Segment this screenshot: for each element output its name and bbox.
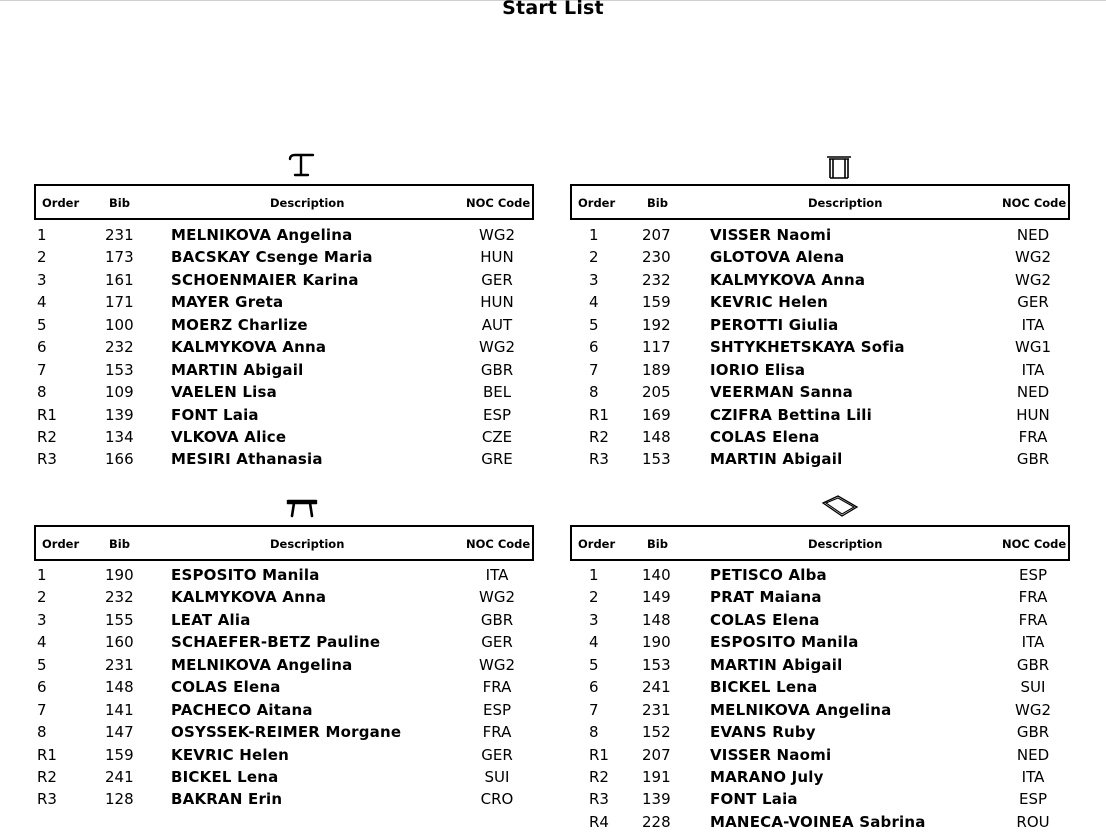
bib-cell: 241 bbox=[105, 767, 134, 786]
athlete-name-cell: SHTYKHETSKAYA Sofia bbox=[710, 338, 905, 357]
table-row bbox=[34, 292, 534, 314]
order-cell: 6 bbox=[37, 338, 47, 357]
table-row bbox=[34, 565, 534, 587]
table-row bbox=[34, 789, 534, 811]
bib-cell: 148 bbox=[642, 427, 671, 446]
page-title: Start List bbox=[502, 0, 604, 19]
noc-code-cell: HUN bbox=[480, 248, 514, 267]
bib-cell: 191 bbox=[642, 767, 671, 786]
order-cell: 3 bbox=[37, 610, 47, 629]
bib-cell: 152 bbox=[642, 723, 671, 742]
athlete-name-cell: MAYER Greta bbox=[171, 293, 284, 312]
table-row bbox=[34, 767, 534, 789]
order-cell: 3 bbox=[589, 610, 599, 629]
table-header bbox=[570, 184, 1070, 220]
noc-code-cell: ITA bbox=[485, 566, 509, 584]
column-header-description: Description bbox=[808, 196, 883, 210]
bib-cell: 147 bbox=[105, 723, 134, 742]
uneven-bars-frame-icon bbox=[824, 150, 854, 180]
order-cell: R3 bbox=[37, 790, 57, 809]
athlete-name-cell: OSYSSEK-REIMER Morgane bbox=[171, 723, 402, 742]
bib-cell: 140 bbox=[642, 566, 671, 584]
athlete-name-cell: KEVRIC Helen bbox=[171, 745, 289, 764]
bib-cell: 149 bbox=[642, 588, 671, 607]
table-row bbox=[570, 745, 1070, 767]
order-cell: 1 bbox=[589, 566, 599, 584]
order-cell: 4 bbox=[589, 293, 599, 312]
table-body bbox=[570, 565, 1070, 834]
table-row bbox=[570, 427, 1070, 449]
bib-cell: 207 bbox=[642, 745, 671, 764]
noc-code-cell: SUI bbox=[484, 767, 510, 786]
table-row bbox=[34, 270, 534, 292]
order-cell: 3 bbox=[37, 270, 47, 289]
order-cell: 2 bbox=[589, 248, 599, 267]
table-body bbox=[34, 565, 534, 812]
athlete-name-cell: COLAS Elena bbox=[710, 610, 820, 629]
noc-code-cell: FRA bbox=[1018, 427, 1048, 446]
noc-code-cell: GBR bbox=[480, 610, 514, 629]
athlete-name-cell: PACHECO Aitana bbox=[171, 700, 313, 719]
bib-cell: 128 bbox=[105, 790, 134, 809]
noc-code-cell: NED bbox=[1016, 383, 1050, 402]
balance-beam-icon bbox=[286, 490, 318, 520]
column-header-order: Order bbox=[578, 537, 616, 551]
table-row bbox=[34, 247, 534, 269]
table-row bbox=[34, 382, 534, 404]
athlete-name-cell: VEERMAN Sanna bbox=[710, 383, 853, 402]
bib-cell: 231 bbox=[105, 655, 134, 674]
table-header bbox=[570, 525, 1070, 561]
column-header-bib: Bib bbox=[109, 537, 130, 551]
table-header bbox=[34, 525, 534, 561]
table-body bbox=[570, 225, 1070, 472]
athlete-name-cell: FONT Laia bbox=[171, 405, 259, 424]
table-row bbox=[570, 655, 1070, 677]
noc-code-cell: ITA bbox=[1021, 633, 1045, 652]
athlete-name-cell: FONT Laia bbox=[710, 790, 798, 809]
order-cell: 6 bbox=[589, 338, 599, 357]
athlete-name-cell: ESPOSITO Manila bbox=[710, 633, 859, 652]
column-header-description: Description bbox=[270, 537, 345, 551]
athlete-name-cell: BICKEL Lena bbox=[710, 678, 818, 697]
bib-cell: 173 bbox=[105, 248, 134, 267]
bib-cell: 153 bbox=[642, 450, 671, 469]
bib-cell: 117 bbox=[642, 338, 671, 357]
table-row bbox=[570, 247, 1070, 269]
order-cell: 2 bbox=[37, 588, 47, 607]
order-cell: 6 bbox=[37, 678, 47, 697]
noc-code-cell: ROU bbox=[1016, 812, 1050, 831]
order-cell: 8 bbox=[37, 723, 47, 742]
column-header-noc-code: NOC Code bbox=[466, 196, 531, 210]
athlete-name-cell: MELNIKOVA Angelina bbox=[710, 700, 892, 719]
noc-code-cell: GER bbox=[481, 745, 513, 764]
table-row bbox=[34, 427, 534, 449]
table-body bbox=[34, 225, 534, 472]
order-cell: R2 bbox=[589, 427, 609, 446]
athlete-name-cell: BICKEL Lena bbox=[171, 767, 279, 786]
athlete-name-cell: MELNIKOVA Angelina bbox=[171, 226, 353, 244]
table-row bbox=[34, 449, 534, 471]
athlete-name-cell: KALMYKOVA Anna bbox=[710, 270, 866, 289]
table-row bbox=[34, 632, 534, 654]
floor-exercise-icon bbox=[821, 490, 859, 520]
bib-cell: 153 bbox=[105, 360, 134, 379]
athlete-name-cell: EVANS Ruby bbox=[710, 723, 816, 742]
bib-cell: 230 bbox=[642, 248, 671, 267]
table-row bbox=[34, 722, 534, 744]
table-row bbox=[34, 405, 534, 427]
bib-cell: 159 bbox=[105, 745, 134, 764]
athlete-name-cell: GLOTOVA Alena bbox=[710, 248, 845, 267]
noc-code-cell: ITA bbox=[1021, 360, 1045, 379]
order-cell: 8 bbox=[37, 383, 47, 402]
table-row bbox=[570, 722, 1070, 744]
order-cell: 6 bbox=[589, 678, 599, 697]
noc-code-cell: WG2 bbox=[1015, 700, 1051, 719]
order-cell: 5 bbox=[589, 315, 599, 334]
athlete-name-cell: SCHAEFER-BETZ Pauline bbox=[171, 633, 381, 652]
order-cell: R1 bbox=[37, 405, 57, 424]
bib-cell: 141 bbox=[105, 700, 134, 719]
order-cell: 4 bbox=[37, 293, 47, 312]
noc-code-cell: GRE bbox=[481, 450, 513, 469]
bib-cell: 166 bbox=[105, 450, 134, 469]
column-header-noc-code: NOC Code bbox=[1002, 196, 1067, 210]
order-cell: 5 bbox=[589, 655, 599, 674]
noc-code-cell: GBR bbox=[480, 360, 514, 379]
order-cell: 5 bbox=[37, 655, 47, 674]
order-cell: R3 bbox=[589, 790, 609, 809]
order-cell: 3 bbox=[589, 270, 599, 289]
bib-cell: 241 bbox=[642, 678, 671, 697]
table-row bbox=[570, 270, 1070, 292]
uneven-bars-icon bbox=[286, 150, 316, 180]
order-cell: R2 bbox=[37, 427, 57, 446]
order-cell: 7 bbox=[37, 360, 47, 379]
noc-code-cell: CRO bbox=[480, 790, 514, 809]
column-header-order: Order bbox=[42, 196, 80, 210]
order-cell: R1 bbox=[589, 405, 609, 424]
noc-code-cell: ITA bbox=[1021, 315, 1045, 334]
bib-cell: 155 bbox=[105, 610, 134, 629]
bib-cell: 232 bbox=[642, 270, 671, 289]
noc-code-cell: WG1 bbox=[1015, 338, 1051, 357]
column-header-bib: Bib bbox=[647, 537, 668, 551]
order-cell: 7 bbox=[37, 700, 47, 719]
noc-code-cell: BEL bbox=[482, 383, 512, 402]
athlete-name-cell: VISSER Naomi bbox=[710, 226, 832, 244]
noc-code-cell: WG2 bbox=[1015, 270, 1051, 289]
athlete-name-cell: MARTIN Abigail bbox=[710, 655, 843, 674]
table-row bbox=[570, 812, 1070, 834]
noc-code-cell: ESP bbox=[482, 405, 512, 424]
noc-code-cell: WG2 bbox=[479, 655, 515, 674]
noc-code-cell: GBR bbox=[1016, 450, 1050, 469]
bib-cell: 161 bbox=[105, 270, 134, 289]
table-row bbox=[570, 225, 1070, 247]
bib-cell: 232 bbox=[105, 338, 134, 357]
table-row bbox=[570, 587, 1070, 609]
bib-cell: 160 bbox=[105, 633, 134, 652]
table-row bbox=[570, 789, 1070, 811]
bib-cell: 231 bbox=[642, 700, 671, 719]
bib-cell: 192 bbox=[642, 315, 671, 334]
athlete-name-cell: PRAT Maiana bbox=[710, 588, 822, 607]
column-header-order: Order bbox=[578, 196, 616, 210]
noc-code-cell: GER bbox=[481, 633, 513, 652]
bib-cell: 231 bbox=[105, 226, 134, 244]
bib-cell: 153 bbox=[642, 655, 671, 674]
athlete-name-cell: KALMYKOVA Anna bbox=[171, 588, 327, 607]
table-row bbox=[570, 360, 1070, 382]
athlete-name-cell: MARTIN Abigail bbox=[171, 360, 304, 379]
bib-cell: 134 bbox=[105, 427, 134, 446]
table-row bbox=[570, 382, 1070, 404]
table-row bbox=[570, 337, 1070, 359]
noc-code-cell: NED bbox=[1016, 226, 1050, 244]
noc-code-cell: SUI bbox=[1020, 678, 1046, 697]
athlete-name-cell: KEVRIC Helen bbox=[710, 293, 828, 312]
table-row bbox=[570, 767, 1070, 789]
noc-code-cell: WG2 bbox=[479, 588, 515, 607]
bib-cell: 109 bbox=[105, 383, 134, 402]
table-row bbox=[570, 565, 1070, 587]
noc-code-cell: ESP bbox=[1018, 566, 1048, 584]
noc-code-cell: FRA bbox=[482, 723, 512, 742]
table-row bbox=[570, 700, 1070, 722]
table-row bbox=[34, 700, 534, 722]
table-row bbox=[34, 587, 534, 609]
bib-cell: 228 bbox=[642, 812, 671, 831]
athlete-name-cell: SCHOENMAIER Karina bbox=[171, 270, 359, 289]
column-header-description: Description bbox=[270, 196, 345, 210]
bib-cell: 232 bbox=[105, 588, 134, 607]
order-cell: R4 bbox=[589, 812, 609, 831]
column-header-order: Order bbox=[42, 537, 80, 551]
order-cell: 2 bbox=[37, 248, 47, 267]
bib-cell: 207 bbox=[642, 226, 671, 244]
athlete-name-cell: PEROTTI Giulia bbox=[710, 315, 839, 334]
bib-cell: 189 bbox=[642, 360, 671, 379]
order-cell: R1 bbox=[37, 745, 57, 764]
athlete-name-cell: VAELEN Lisa bbox=[171, 383, 277, 402]
table-row bbox=[570, 632, 1070, 654]
order-cell: 5 bbox=[37, 315, 47, 334]
noc-code-cell: GBR bbox=[1016, 655, 1050, 674]
bib-cell: 190 bbox=[642, 633, 671, 652]
table-header bbox=[34, 184, 534, 220]
bib-cell: 139 bbox=[105, 405, 134, 424]
table-row bbox=[570, 449, 1070, 471]
noc-code-cell: HUN bbox=[480, 293, 514, 312]
order-cell: 4 bbox=[37, 633, 47, 652]
athlete-name-cell: MELNIKOVA Angelina bbox=[171, 655, 353, 674]
noc-code-cell: FRA bbox=[482, 678, 512, 697]
athlete-name-cell: IORIO Elisa bbox=[710, 360, 806, 379]
column-header-description: Description bbox=[808, 537, 883, 551]
order-cell: 4 bbox=[589, 633, 599, 652]
noc-code-cell: NED bbox=[1016, 745, 1050, 764]
noc-code-cell: AUT bbox=[481, 315, 513, 334]
column-header-bib: Bib bbox=[109, 196, 130, 210]
order-cell: R2 bbox=[37, 767, 57, 786]
noc-code-cell: WG2 bbox=[1015, 248, 1051, 267]
athlete-name-cell: MESIRI Athanasia bbox=[171, 450, 323, 469]
table-row bbox=[34, 677, 534, 699]
order-cell: 8 bbox=[589, 723, 599, 742]
bib-cell: 148 bbox=[105, 678, 134, 697]
noc-code-cell: FRA bbox=[1018, 610, 1048, 629]
athlete-name-cell: MARANO July bbox=[710, 767, 824, 786]
order-cell: 7 bbox=[589, 360, 599, 379]
order-cell: 1 bbox=[37, 566, 47, 584]
bib-cell: 100 bbox=[105, 315, 134, 334]
athlete-name-cell: BACSKAY Csenge Maria bbox=[171, 248, 373, 267]
noc-code-cell: WG2 bbox=[479, 338, 515, 357]
noc-code-cell: ESP bbox=[1018, 790, 1048, 809]
noc-code-cell: GER bbox=[1017, 293, 1049, 312]
noc-code-cell: GBR bbox=[1016, 723, 1050, 742]
table-row bbox=[34, 225, 534, 247]
table-row bbox=[570, 405, 1070, 427]
bib-cell: 169 bbox=[642, 405, 671, 424]
table-row bbox=[570, 292, 1070, 314]
table-row bbox=[34, 337, 534, 359]
athlete-name-cell: MARTIN Abigail bbox=[710, 450, 843, 469]
order-cell: R3 bbox=[37, 450, 57, 469]
order-cell: 8 bbox=[589, 383, 599, 402]
order-cell: 2 bbox=[589, 588, 599, 607]
table-row bbox=[570, 677, 1070, 699]
noc-code-cell: WG2 bbox=[479, 226, 515, 244]
table-row bbox=[34, 315, 534, 337]
bib-cell: 171 bbox=[105, 293, 134, 312]
athlete-name-cell: VLKOVA Alice bbox=[171, 427, 287, 446]
athlete-name-cell: LEAT Alia bbox=[171, 610, 251, 629]
athlete-name-cell: BAKRAN Erin bbox=[171, 790, 283, 809]
athlete-name-cell: KALMYKOVA Anna bbox=[171, 338, 327, 357]
noc-code-cell: ITA bbox=[1021, 767, 1045, 786]
order-cell: 7 bbox=[589, 700, 599, 719]
athlete-name-cell: COLAS Elena bbox=[171, 678, 281, 697]
order-cell: R2 bbox=[589, 767, 609, 786]
noc-code-cell: FRA bbox=[1018, 588, 1048, 607]
athlete-name-cell: VISSER Naomi bbox=[710, 745, 832, 764]
order-cell: 1 bbox=[589, 226, 599, 244]
bib-cell: 148 bbox=[642, 610, 671, 629]
noc-code-cell: CZE bbox=[481, 427, 513, 446]
athlete-name-cell: PETISCO Alba bbox=[710, 566, 827, 584]
column-header-bib: Bib bbox=[647, 196, 668, 210]
bib-cell: 139 bbox=[642, 790, 671, 809]
athlete-name-cell: MOERZ Charlize bbox=[171, 315, 308, 334]
order-cell: R3 bbox=[589, 450, 609, 469]
noc-code-cell: HUN bbox=[1016, 405, 1050, 424]
athlete-name-cell: COLAS Elena bbox=[710, 427, 820, 446]
noc-code-cell: ESP bbox=[482, 700, 512, 719]
athlete-name-cell: MANECA-VOINEA Sabrina bbox=[710, 812, 926, 831]
column-header-noc-code: NOC Code bbox=[1002, 537, 1067, 551]
bib-cell: 190 bbox=[105, 566, 134, 584]
table-row bbox=[570, 315, 1070, 337]
order-cell: R1 bbox=[589, 745, 609, 764]
table-row bbox=[34, 745, 534, 767]
table-row bbox=[34, 655, 534, 677]
noc-code-cell: GER bbox=[481, 270, 513, 289]
athlete-name-cell: CZIFRA Bettina Lili bbox=[710, 405, 872, 424]
table-row bbox=[34, 610, 534, 632]
column-header-noc-code: NOC Code bbox=[466, 537, 531, 551]
athlete-name-cell: ESPOSITO Manila bbox=[171, 566, 320, 584]
table-row bbox=[570, 610, 1070, 632]
table-row bbox=[34, 360, 534, 382]
bib-cell: 159 bbox=[642, 293, 671, 312]
bib-cell: 205 bbox=[642, 383, 671, 402]
order-cell: 1 bbox=[37, 226, 47, 244]
